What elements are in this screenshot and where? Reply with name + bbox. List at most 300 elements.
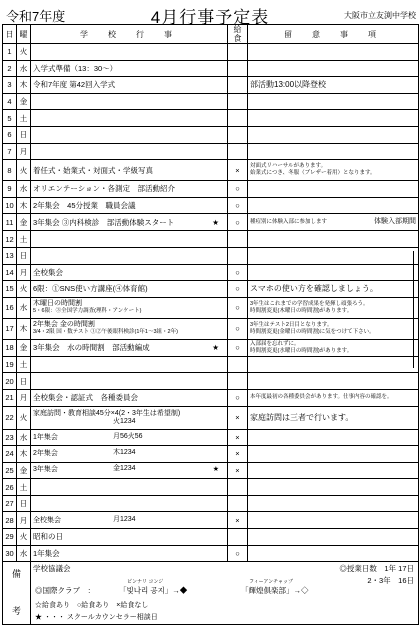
weekday: 月	[19, 515, 28, 525]
bikou-club2: 「輝煌俱楽部」→◇	[241, 586, 309, 596]
weekday-cell	[17, 339, 31, 356]
event-text: オリエンテーション・各測定 部活動紹介	[33, 184, 176, 194]
day-cell	[3, 264, 17, 281]
day-number: 6	[7, 130, 12, 140]
notes-cell	[248, 264, 419, 281]
day-cell	[3, 495, 17, 512]
weekday: 土	[19, 482, 28, 492]
event-text: 全校集会・認証式 各種委員会	[33, 393, 138, 403]
note-text: 入部届を忘れずに。	[250, 340, 300, 347]
notes-cell	[248, 247, 419, 264]
table-row	[3, 479, 419, 496]
event-text: 着任式・始業式・対面式・学級写真	[33, 165, 153, 175]
weekday-cell	[17, 197, 31, 214]
weekday-cell	[17, 318, 31, 339]
day-cell	[3, 247, 17, 264]
table-row	[3, 181, 419, 198]
event-text: 2年集会	[33, 450, 58, 458]
day-cell	[3, 373, 17, 390]
table-row	[3, 297, 419, 318]
lunch-cell	[228, 297, 248, 318]
notes-cell	[248, 60, 419, 77]
lunch-cell	[228, 44, 248, 61]
weekday-cell	[17, 281, 31, 298]
notes-cell	[248, 373, 419, 390]
table-row	[3, 60, 419, 77]
weekday-cell	[17, 529, 31, 546]
weekday-cell	[17, 373, 31, 390]
table-row	[3, 512, 419, 529]
day-number: 17	[5, 324, 14, 334]
bikou-content	[31, 562, 418, 624]
weekday-cell	[17, 512, 31, 529]
day-cell	[3, 93, 17, 110]
notes-section	[3, 562, 419, 625]
event-cell	[31, 93, 228, 110]
event-cell	[31, 389, 228, 406]
table-row	[3, 214, 419, 231]
col-notes: 留 意 事 項	[248, 25, 419, 44]
lunch-mark: ○	[235, 267, 240, 277]
lunch-cell	[228, 197, 248, 214]
event-cell	[31, 339, 228, 356]
weekday: 金	[19, 97, 28, 107]
day-cell	[3, 126, 17, 143]
event-cell	[31, 318, 228, 339]
bikou-label-2: 考	[11, 606, 21, 617]
day-number: 30	[5, 548, 14, 558]
day-cell	[3, 429, 17, 446]
note-text: 3年生はこれまでの学習成果を発揮し頑張ろう。	[250, 300, 369, 307]
lunch-cell	[228, 264, 248, 281]
day-cell	[3, 281, 17, 298]
event-subtext: 金1234	[113, 465, 136, 473]
lunch-cell	[228, 462, 248, 479]
event-cell	[31, 297, 228, 318]
event-text	[33, 343, 225, 352]
lunch-cell	[228, 406, 248, 429]
day-cell	[3, 110, 17, 127]
event-cell	[31, 373, 228, 390]
day-cell	[3, 529, 17, 546]
lunch-mark: ×	[235, 432, 240, 442]
event-cell	[31, 44, 228, 61]
weekday-cell	[17, 60, 31, 77]
lunch-mark: ○	[235, 184, 240, 194]
note-subtext: 体験入部期間	[374, 217, 416, 225]
day-number: 10	[5, 201, 14, 211]
notes-cell	[248, 77, 419, 94]
notes-cell	[248, 143, 419, 160]
day-cell	[3, 512, 17, 529]
table-row	[3, 231, 419, 248]
notes-cell	[248, 529, 419, 546]
table-row	[3, 356, 419, 373]
event-cell	[31, 281, 228, 298]
day-number: 24	[5, 449, 14, 459]
weekday-cell	[17, 479, 31, 496]
lunch-cell	[228, 126, 248, 143]
event-cell	[31, 545, 228, 562]
table-row	[3, 339, 419, 356]
event-cell	[31, 462, 228, 479]
weekday-cell	[17, 214, 31, 231]
bikou-club1: 「빛나리 공지」→◆	[119, 586, 188, 596]
event-cell	[31, 143, 228, 160]
notes-cell	[248, 318, 419, 339]
weekday: 木	[19, 449, 28, 459]
event-text: 家庭訪問・教育相談45分×4(2・3年生は希望制)	[33, 409, 181, 417]
lunch-mark: ○	[235, 343, 240, 353]
notes-cell	[248, 160, 419, 181]
lunch-cell	[228, 446, 248, 463]
weekday-cell	[17, 247, 31, 264]
day-cell	[3, 77, 17, 94]
day-number: 11	[5, 217, 14, 227]
day-cell	[3, 197, 17, 214]
day-number: 27	[5, 499, 14, 509]
bikou-legend1: ☆給食あり ○給食あり ×給食なし	[35, 602, 149, 610]
lunch-cell	[228, 60, 248, 77]
day-number: 21	[5, 393, 14, 403]
event-cell	[31, 356, 228, 373]
weekday: 木	[19, 80, 28, 90]
event-text: 木曜日の時間割	[33, 300, 82, 308]
table-row	[3, 495, 419, 512]
weekday: 火	[19, 413, 28, 422]
notes-cell	[248, 495, 419, 512]
weekday-cell	[17, 446, 31, 463]
event-text: 全校集会	[33, 267, 63, 277]
weekday-cell	[17, 297, 31, 318]
lunch-cell	[228, 281, 248, 298]
notes-cell	[248, 231, 419, 248]
day-number: 14	[5, 267, 14, 277]
col-events: 学 校 行 事	[31, 25, 228, 44]
weekday-cell	[17, 126, 31, 143]
day-number: 29	[5, 532, 14, 542]
notes-cell	[248, 339, 419, 356]
day-number: 2	[7, 63, 12, 73]
lunch-cell	[228, 545, 248, 562]
note-text: 3年生はテスト2日目となります。	[250, 321, 333, 328]
day-number: 26	[5, 482, 14, 492]
lunch-mark: ○	[235, 324, 240, 334]
event-cell	[31, 197, 228, 214]
notes-cell	[248, 297, 419, 318]
event-cell	[31, 264, 228, 281]
day-cell	[3, 479, 17, 496]
note-text: 部活動13:00以降登校	[250, 80, 327, 90]
lunch-cell	[228, 495, 248, 512]
lunch-cell	[228, 356, 248, 373]
day-number: 1	[7, 47, 12, 57]
bikou-jugyo2: 2・3年 16日	[367, 576, 414, 586]
notes-cell	[248, 356, 419, 373]
weekday-cell	[17, 462, 31, 479]
weekday: 日	[19, 130, 28, 140]
weekday: 土	[19, 234, 28, 244]
day-cell	[3, 406, 17, 429]
day-number: 3	[7, 80, 12, 90]
lunch-cell	[228, 479, 248, 496]
table-row	[3, 143, 419, 160]
weekday-cell	[17, 495, 31, 512]
day-number: 28	[5, 515, 14, 525]
event-cell	[31, 60, 228, 77]
lunch-cell	[228, 110, 248, 127]
event-cell	[31, 110, 228, 127]
fiscal-year: 令和7年度	[6, 9, 66, 24]
event-text: 1年集会	[33, 433, 58, 441]
lunch-cell	[228, 160, 248, 181]
table-row	[3, 373, 419, 390]
counselor-star-icon: ★	[212, 217, 219, 227]
notes-cell	[248, 44, 419, 61]
note-subtext: 時間割変更(金曜日の時間割)に気をつけて下さい。	[250, 328, 375, 335]
day-number: 7	[7, 146, 12, 156]
weekday-cell	[17, 545, 31, 562]
lunch-cell	[228, 231, 248, 248]
table-row	[3, 126, 419, 143]
table-row	[3, 44, 419, 61]
table-row	[3, 281, 419, 298]
event-cell	[31, 160, 228, 181]
weekday-cell	[17, 356, 31, 373]
table-row	[3, 77, 419, 94]
weekday-cell	[17, 110, 31, 127]
event-text: 2年集会 金の時間割	[33, 321, 95, 329]
school-name: 大阪市立友渕中学校	[344, 11, 416, 20]
notes-cell	[248, 214, 419, 231]
day-cell	[3, 389, 17, 406]
lunch-cell	[228, 373, 248, 390]
weekday: 火	[19, 47, 28, 57]
weekday-cell	[17, 44, 31, 61]
day-number: 5	[7, 113, 12, 123]
event-cell	[31, 181, 228, 198]
table-row	[3, 545, 419, 562]
notes-cell	[248, 389, 419, 406]
lunch-mark: ○	[235, 201, 240, 211]
weekday-cell	[17, 429, 31, 446]
table-row	[3, 110, 419, 127]
note-text: 家庭訪問は三者で行います。	[250, 413, 354, 422]
event-text: 1年集会	[33, 548, 60, 558]
col-day: 日	[3, 25, 17, 44]
lunch-cell	[228, 77, 248, 94]
event-text: 6限：①SNS使い方講座(④体育館)	[33, 284, 148, 294]
event-cell	[31, 126, 228, 143]
day-number: 12	[5, 234, 14, 244]
lunch-mark: ○	[235, 284, 240, 294]
weekday: 水	[19, 432, 28, 442]
lunch-cell	[228, 529, 248, 546]
day-cell	[3, 44, 17, 61]
day-cell	[3, 181, 17, 198]
event-label: 3年集会	[33, 466, 58, 474]
lunch-mark: ×	[235, 465, 240, 475]
weekday: 水	[19, 184, 28, 194]
weekday: 金	[19, 217, 28, 227]
day-number: 15	[5, 284, 14, 294]
weekday: 土	[19, 113, 28, 123]
lunch-mark: ○	[235, 303, 240, 313]
weekday: 日	[19, 499, 28, 509]
lunch-mark: ×	[235, 449, 240, 459]
day-cell	[3, 318, 17, 339]
note-subtext: 時間割変更(木曜日の時間割)があります。	[250, 307, 353, 314]
lunch-cell	[228, 247, 248, 264]
table-row	[3, 197, 419, 214]
table-row	[3, 429, 419, 446]
notes-cell	[248, 126, 419, 143]
event-subtext: 5・6限：③全国学力調査(理科・アンケート)	[33, 308, 142, 315]
event-text: 令和7年度 第42回入学式	[33, 80, 116, 90]
weekday-cell	[17, 389, 31, 406]
note-text: 種痘別に体験入部に参加します	[250, 218, 328, 225]
notes-cell	[248, 406, 419, 429]
day-cell	[3, 297, 17, 318]
table-row	[3, 247, 419, 264]
counselor-star-icon: ★	[212, 466, 219, 474]
note-text: 本年度最初の各種委員会があります。仕事内容の確認を。	[250, 394, 393, 401]
lunch-cell	[228, 214, 248, 231]
lunch-mark: ○	[235, 393, 240, 403]
col-lunch: 給食	[228, 25, 248, 44]
weekday: 金	[19, 465, 28, 475]
weekday: 月	[19, 393, 28, 403]
table-row	[3, 462, 419, 479]
weekday: 月	[19, 267, 28, 277]
table-header-row	[3, 25, 419, 44]
weekday-cell	[17, 160, 31, 181]
note-text: 対面式リハーサルがあります。	[250, 163, 327, 170]
event-text: 全校集会	[33, 516, 61, 524]
day-number: 19	[5, 360, 14, 370]
event-text: 昭和の日	[33, 532, 63, 542]
weekday: 火	[19, 284, 28, 294]
table-row	[3, 406, 419, 429]
event-cell	[31, 231, 228, 248]
notes-cell	[248, 281, 419, 298]
trial-period-arrow	[413, 251, 414, 368]
event-cell	[31, 495, 228, 512]
lunch-cell	[228, 512, 248, 529]
bikou-label-1: 備	[11, 569, 21, 580]
table-row	[3, 446, 419, 463]
table-row	[3, 264, 419, 281]
notes-cell	[248, 446, 419, 463]
day-cell	[3, 356, 17, 373]
event-subtext: 3/4・2限 国・数テスト ①②午後眼科検診(1年1～3組・2年)	[33, 329, 178, 336]
weekday-cell	[17, 181, 31, 198]
event-text: 2年集会 45分授業 職員会議	[33, 201, 136, 211]
event-subtext: 木1234	[113, 449, 136, 457]
notes-cell	[248, 197, 419, 214]
weekday: 水	[19, 63, 28, 73]
day-number: 9	[7, 184, 12, 194]
event-cell	[31, 429, 228, 446]
day-cell	[3, 143, 17, 160]
bikou-jugyo1: ◎授業日数 1年 17日	[339, 564, 414, 574]
lunch-cell	[228, 389, 248, 406]
day-cell	[3, 60, 17, 77]
event-cell	[31, 77, 228, 94]
day-cell	[3, 231, 17, 248]
notes-cell	[248, 512, 419, 529]
day-number: 18	[5, 343, 14, 353]
notes-cell	[248, 545, 419, 562]
event-label: 3年集会 水の時間割 部活動編成	[33, 343, 150, 353]
notes-cell	[248, 479, 419, 496]
day-number: 4	[7, 97, 12, 107]
notes-cell	[248, 110, 419, 127]
lunch-cell	[228, 318, 248, 339]
day-number: 25	[5, 465, 14, 475]
event-cell	[31, 512, 228, 529]
lunch-cell	[228, 181, 248, 198]
weekday-cell	[17, 77, 31, 94]
day-cell	[3, 339, 17, 356]
weekday: 木	[19, 324, 28, 334]
day-number: 13	[5, 251, 14, 261]
event-subtext: 月56火56	[113, 432, 143, 440]
day-cell	[3, 446, 17, 463]
weekday: 水	[19, 548, 28, 558]
event-text: 入学式準備（13：30～）	[33, 63, 118, 73]
lunch-mark: ×	[235, 413, 240, 422]
event-cell	[31, 529, 228, 546]
lunch-cell	[228, 143, 248, 160]
col-weekday: 曜	[17, 25, 31, 44]
table-row	[3, 529, 419, 546]
weekday: 金	[19, 343, 28, 353]
weekday-cell	[17, 93, 31, 110]
event-subtext: 火1234	[113, 417, 136, 425]
day-number: 22	[5, 413, 14, 422]
weekday: 木	[19, 201, 28, 211]
day-number: 16	[5, 303, 14, 313]
event-cell	[31, 479, 228, 496]
weekday: 日	[19, 376, 28, 386]
weekday: 土	[19, 360, 28, 370]
lunch-mark: ○	[235, 217, 240, 227]
page-title: 4月行事予定表	[150, 8, 270, 27]
lunch-cell	[228, 339, 248, 356]
note-subtext: 時間割変更(水曜日の時間割)があります。	[250, 347, 353, 354]
event-cell	[31, 406, 228, 429]
day-cell	[3, 462, 17, 479]
event-cell	[31, 446, 228, 463]
bikou-legend2: ★ ・・・ スクールカウンセラー相談日	[35, 614, 158, 622]
weekday: 火	[19, 165, 28, 175]
event-cell	[31, 214, 228, 231]
weekday: 月	[19, 146, 28, 156]
lunch-cell	[228, 429, 248, 446]
counselor-star-icon: ★	[212, 343, 219, 353]
notes-cell	[248, 429, 419, 446]
bikou-club-title: ◎国際クラブ ：	[35, 586, 95, 596]
table-row	[3, 318, 419, 339]
table-row	[3, 93, 419, 110]
weekday: 日	[19, 251, 28, 261]
bikou-club1-ruby: ビンナリ コンジ	[127, 579, 164, 586]
lunch-mark: ○	[235, 548, 240, 558]
table-row	[3, 160, 419, 181]
day-cell	[3, 545, 17, 562]
notes-cell	[248, 181, 419, 198]
